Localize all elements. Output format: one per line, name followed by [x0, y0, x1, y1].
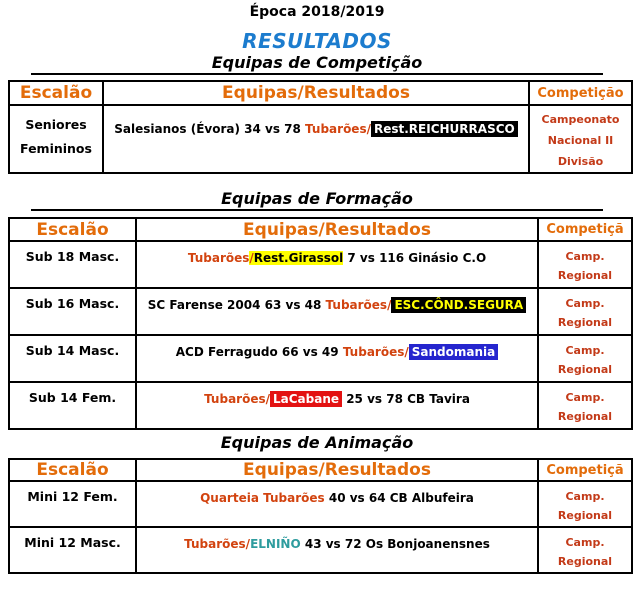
cell-result — [103, 105, 529, 173]
sponsor-slash: / — [249, 251, 254, 265]
result-opponent-score: SC Farense 2004 63 vs 48 — [147, 298, 326, 312]
result-tubaroes: Tubarões/ — [184, 537, 251, 551]
table-row-mini12-fem — [9, 481, 632, 527]
cell-competition — [538, 382, 632, 429]
result-score-opponent: 7 vs 116 Ginásio C.O — [343, 251, 487, 265]
table-row-mini12-masc — [9, 527, 632, 573]
table-row-seniores-femininos — [9, 105, 632, 173]
result-opponent-score: ACD Ferragudo 66 vs 49 — [175, 345, 343, 359]
table-formacao-header-row — [9, 218, 632, 241]
cell-competition — [529, 105, 632, 173]
competition-line: Camp. — [565, 250, 605, 263]
result-tubaroes: Tubarões/ — [204, 392, 270, 406]
table-competicao-header-row — [9, 81, 632, 105]
cell-escalao: Mini 12 Fem. — [9, 481, 136, 527]
escalao-line: Seniores — [25, 117, 87, 132]
sponsor-badge-cond-segura: ESC.CÔND.SEGURA — [391, 297, 526, 313]
cell-result — [136, 527, 538, 573]
cell-result — [136, 382, 538, 429]
competition-line: Regional — [557, 363, 613, 376]
competition-line: Regional — [557, 269, 613, 282]
table-competicao — [8, 80, 633, 174]
result-tubaroes: Tubarões/ — [325, 298, 392, 312]
column-header-escalao: Escalão — [9, 218, 136, 241]
competition-line: Divisão — [557, 155, 604, 168]
result-tubaroes: Tubarões/ — [342, 345, 409, 359]
sponsor-badge-reichurrasco: Rest.REICHURRASCO — [371, 121, 518, 137]
section-title-animacao: Equipas de Animação — [220, 433, 414, 452]
cell-result — [136, 241, 538, 288]
column-header-competicao: Competiçã — [538, 459, 632, 481]
cell-escalao: Sub 16 Masc. — [9, 288, 136, 335]
result-score-opponent: 40 vs 64 CB Albufeira — [324, 491, 474, 505]
escalao-line: Femininos — [20, 141, 92, 156]
competition-line: Camp. — [565, 536, 605, 549]
sponsor-badge-elnino: ELNIÑO — [250, 537, 301, 551]
result-score-opponent: 25 vs 78 CB Tavira — [342, 392, 470, 406]
column-header-escalao: Escalão — [9, 81, 103, 105]
season-title: Época 2018/2019 — [249, 4, 385, 20]
cell-result — [136, 335, 538, 382]
competition-line: Camp. — [565, 391, 605, 404]
competition-line: Camp. — [565, 297, 605, 310]
competition-line: Camp. — [565, 344, 605, 357]
column-header-equipas-resultados: Equipas/Resultados — [136, 218, 538, 241]
sponsor-badge-girassol: Rest.Girassol — [253, 251, 344, 265]
result-tubaroes: Quarteia Tubarões — [200, 491, 325, 505]
column-header-equipas-resultados: Equipas/Resultados — [136, 459, 538, 481]
cell-escalao — [9, 105, 103, 173]
competition-line: Nacional II — [547, 134, 614, 147]
competition-line: Regional — [557, 316, 613, 329]
result-opponent-score: Salesianos (Évora) 34 vs 78 — [114, 122, 306, 136]
results-title: RESULTADOS — [242, 29, 392, 53]
cell-escalao: Sub 14 Fem. — [9, 382, 136, 429]
section-title-formacao: Equipas de Formação — [31, 189, 603, 211]
sponsor-badge-sandomania: Sandomania — [409, 344, 498, 360]
cell-escalao: Mini 12 Masc. — [9, 527, 136, 573]
cell-competition — [538, 335, 632, 382]
column-header-equipas-resultados: Equipas/Resultados — [103, 81, 529, 105]
cell-escalao: Sub 18 Masc. — [9, 241, 136, 288]
competition-line: Camp. — [565, 490, 605, 503]
competition-line: Regional — [557, 555, 613, 568]
cell-competition — [538, 481, 632, 527]
result-tubaroes: Tubarões — [187, 251, 250, 265]
cell-result — [136, 481, 538, 527]
competition-line: Campeonato — [541, 113, 620, 126]
result-score-opponent: 43 vs 72 Os Bonjoanensnes — [300, 537, 490, 551]
sponsor-badge-lacabane: LaCabane — [270, 391, 342, 407]
table-row-sub16-masc — [9, 288, 632, 335]
column-header-competicao: Competiçã — [538, 218, 632, 241]
competition-line: Regional — [557, 410, 613, 423]
column-header-competicao: Competição — [529, 81, 632, 105]
table-animacao-header-row — [9, 459, 632, 481]
column-header-escalao: Escalão — [9, 459, 136, 481]
result-tubaroes: Tubarões/ — [305, 122, 371, 136]
cell-competition — [538, 527, 632, 573]
table-row-sub18-masc — [9, 241, 632, 288]
competition-line: Regional — [557, 509, 613, 522]
cell-competition — [538, 288, 632, 335]
table-row-sub14-fem — [9, 382, 632, 429]
section-title-competicao: Equipas de Competição — [31, 53, 603, 75]
cell-result — [136, 288, 538, 335]
cell-escalao: Sub 14 Masc. — [9, 335, 136, 382]
cell-competition — [538, 241, 632, 288]
table-row-sub14-masc — [9, 335, 632, 382]
table-animacao — [8, 458, 633, 574]
table-formacao — [8, 217, 633, 430]
